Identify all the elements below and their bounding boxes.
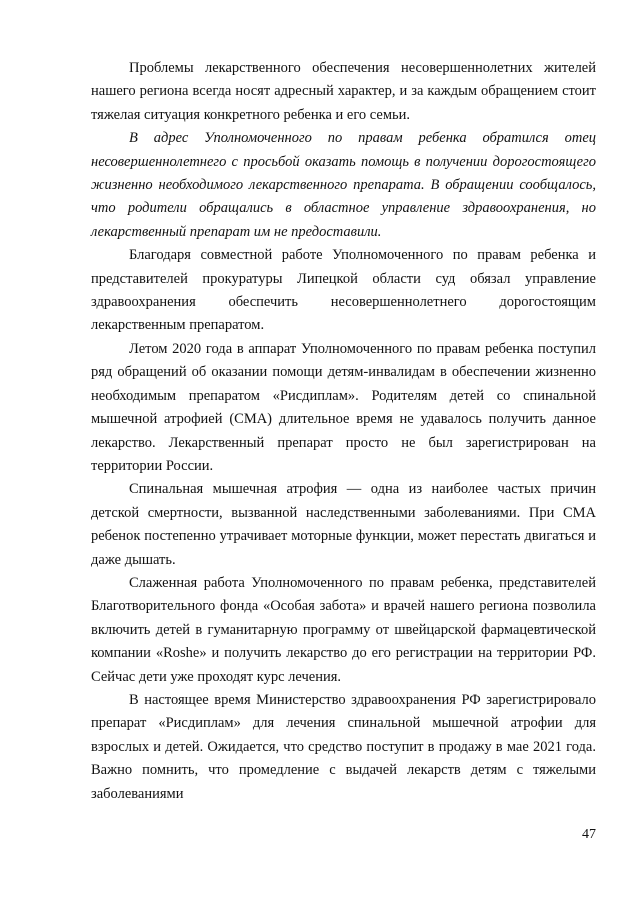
paragraph-2-italic: В адрес Уполномоченного по правам ребенка обратился отец несовершеннолетнего с просьбой оказать помощь в получении дорогостоящего жизненно необходимого лекарственного препарата. В обращении сообщалось, что родители обращались в областное управление здравоохранения, но лекарственный препарат им не предоставили. bbox=[91, 130, 596, 240]
paragraph-3: Благодаря совместной работе Уполномоченного по правам ребенка и представителей прокуратуры Липецкой области суд обязал управление здравоохранения обеспечить несовершеннолетнего дорогостоящим лекарственным препаратом. bbox=[91, 247, 596, 334]
paragraph-5: Спинальная мышечная атрофия — одна из наиболее частых причин детской смертности, вызванной наследственными заболеваниями. При СМА ребенок постепенно утрачивает моторные функции, может перестать двигаться и даже дышать. bbox=[91, 481, 596, 568]
body-text bbox=[91, 57, 596, 806]
paragraph-7: В настоящее время Министерство здравоохранения РФ зарегистрировало препарат «Рисдиплам» для лечения спинальной мышечной атрофии для взрослых и детей. Ожидается, что средство поступит в продажу в мае 2021 года. Важно помнить, что промедление с выдачей лекарств детям с тяжелыми заболеваниями bbox=[91, 691, 596, 802]
paragraph-1: Проблемы лекарственного обеспечения несовершеннолетних жителей нашего региона всегда носят адресный характер, и за каждым обращением стоит тяжелая ситуация конкретного ребенка и его семьи. bbox=[91, 60, 596, 123]
page-number: 47 bbox=[582, 827, 596, 842]
paragraph-6: Слаженная работа Уполномоченного по правам ребенка, представителей Благотворительного фонда «Особая забота» и врачей нашего региона позволила включить детей в гуманитарную программу от швейцарской фармацевтической компании «Roshe» и получить лекарство до его регистрации на территории РФ. Сейчас дети уже проходят курс лечения. bbox=[91, 574, 596, 685]
paragraph-4: Летом 2020 года в аппарат Уполномоченного по правам ребенка поступил ряд обращений об оказании помощи детям-инвалидам в обеспечении жизненно необходимым препаратом «Рисдиплам». Родителям детей со спинальной мышечной атрофией (СМА) длительное время не удавалось получить данное лекарство. Лекарственный препарат просто не был зарегистрирован на территории России. bbox=[91, 340, 596, 474]
